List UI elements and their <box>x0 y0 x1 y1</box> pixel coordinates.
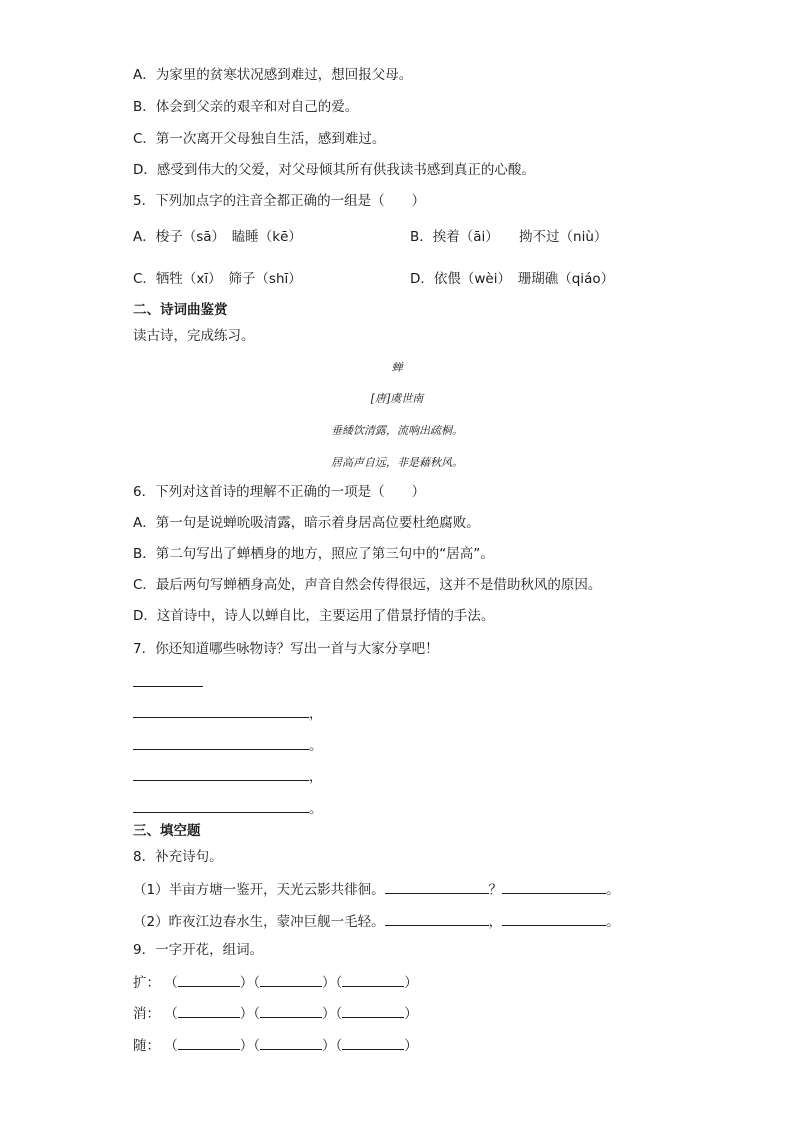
q5-stem: 5．下列加点字的注音全都正确的一组是（ ） <box>133 193 426 209</box>
poem-line-1: 垂緌饮清露，流响出疏桐。 <box>331 424 463 437</box>
q7-line-2-blank[interactable] <box>133 735 309 750</box>
q9-blank[interactable] <box>178 1035 240 1050</box>
paren-close: ） <box>239 1006 254 1022</box>
paren-open: （ <box>335 975 343 991</box>
q7-line-3-punct: ， <box>309 769 323 785</box>
q8-item-1-mid: ？ <box>488 882 503 898</box>
paren-open: （ <box>164 1038 178 1054</box>
q4-option-a: A．为家里的贫寒状况感到难过，想回报父母。 <box>133 67 413 83</box>
q5-option-c: C．牺牲（xī） 筛子（shī） <box>133 271 302 287</box>
q9-row-char: 消： <box>133 1006 160 1022</box>
q4-option-c: C．第一次离开父母独自生活，感到难过。 <box>133 131 386 147</box>
paren-close: ） <box>322 1006 336 1022</box>
q8-stem: 8．补充诗句。 <box>133 849 223 865</box>
q8-item-2 <box>133 911 620 931</box>
q9-blank[interactable] <box>260 1003 322 1018</box>
paren-open: （ <box>253 1038 261 1054</box>
q7-title-blank[interactable] <box>133 672 203 687</box>
q8-item-1-blank-1[interactable] <box>385 879 489 894</box>
paren-open: （ <box>335 1038 343 1054</box>
q8-item-2-mid: ， <box>488 914 503 930</box>
q9-row-char: 扩： <box>133 975 160 991</box>
q6-option-d: D．这首诗中，诗人以蝉自比，主要运用了借景抒情的手法。 <box>133 608 495 624</box>
q9-blank[interactable] <box>260 1035 322 1050</box>
q9-row-xiao <box>133 1003 418 1023</box>
q8-item-2-text: （2）昨夜江边春水生，蒙冲巨舰一毛轻。 <box>133 914 385 930</box>
paren-close: ） <box>239 975 254 991</box>
q7-line-1-row <box>133 702 323 722</box>
paren-close: ） <box>404 975 418 991</box>
q8-item-1-text: （1）半亩方塘一鉴开，天光云影共徘徊。 <box>133 882 385 898</box>
q8-item-1-blank-2[interactable] <box>502 879 606 894</box>
paren-close: ） <box>322 975 336 991</box>
q9-row-char: 随： <box>133 1038 160 1054</box>
q6-option-c: C．最后两句写蝉栖身高处，声音自然会传得很远，这并不是借助秋风的原因。 <box>133 577 602 593</box>
paren-close: ） <box>322 1038 336 1054</box>
paren-open: （ <box>164 975 178 991</box>
q9-blank[interactable] <box>342 1003 404 1018</box>
q9-blank[interactable] <box>260 972 322 987</box>
q5-option-a: A．梭子（sā） 瞌睡（kē） <box>133 229 302 245</box>
paren-open: （ <box>253 1006 261 1022</box>
q8-item-1-end: 。 <box>606 882 620 898</box>
paren-open: （ <box>253 975 261 991</box>
paren-open: （ <box>335 1006 343 1022</box>
q7-line-4-blank[interactable] <box>133 798 309 813</box>
q6-option-a: A．第一句是说蝉吮吸清露，暗示着身居高位要杜绝腐败。 <box>133 515 480 531</box>
q8-item-2-end: 。 <box>606 914 620 930</box>
q6-option-b: B．第二句写出了蝉栖身的地方，照应了第三句中的“居高”。 <box>133 546 494 562</box>
poem-author: [唐]虞世南 <box>370 392 424 405</box>
q7-line-3-blank[interactable] <box>133 766 309 781</box>
q9-blank[interactable] <box>178 1003 240 1018</box>
q7-line-3-row <box>133 765 323 785</box>
q8-item-2-blank-2[interactable] <box>502 911 606 926</box>
q7-line-1-punct: ， <box>309 706 323 722</box>
q9-blank[interactable] <box>178 972 240 987</box>
q4-option-d: D．感受到伟大的父爱，对父母倾其所有供我读书感到真正的心酸。 <box>133 162 535 178</box>
q5-option-d: D．依偎（wèi） 珊瑚礁（qiáo） <box>410 271 615 287</box>
q6-stem: 6．下列对这首诗的理解不正确的一项是（ ） <box>133 484 426 500</box>
paren-open: （ <box>164 1006 178 1022</box>
section-2-intro: 读古诗，完成练习。 <box>133 328 255 344</box>
q8-item-2-blank-1[interactable] <box>385 911 489 926</box>
q7-title-blank-row <box>133 672 203 691</box>
q5-option-b: B．挨着（āi） 拗不过（niù） <box>410 229 608 245</box>
q4-option-b: B．体会到父亲的艰辛和对自己的爱。 <box>133 99 359 115</box>
poem-line-2: 居高声自远，非是藉秋风。 <box>331 456 463 469</box>
q8-item-1 <box>133 879 620 899</box>
q9-blank[interactable] <box>342 972 404 987</box>
q9-row-kuo <box>133 972 418 992</box>
section-3-title: 三、填空题 <box>133 823 201 839</box>
paren-close: ） <box>239 1038 254 1054</box>
q9-row-sui <box>133 1035 418 1055</box>
q7-line-2-row <box>133 734 323 754</box>
q9-blank[interactable] <box>342 1035 404 1050</box>
q7-stem: 7．你还知道哪些咏物诗？写出一首与大家分享吧！ <box>133 641 439 657</box>
q7-line-4-punct: 。 <box>309 801 323 817</box>
paren-close: ） <box>404 1038 418 1054</box>
section-2-title: 二、诗词曲鉴赏 <box>133 302 228 318</box>
paren-close: ） <box>404 1006 418 1022</box>
q7-line-1-blank[interactable] <box>133 703 309 718</box>
q7-line-4-row <box>133 797 323 817</box>
poem-title: 蝉 <box>391 361 403 374</box>
q7-line-2-punct: 。 <box>309 738 323 754</box>
q9-stem: 9．一字开花，组词。 <box>133 942 264 958</box>
